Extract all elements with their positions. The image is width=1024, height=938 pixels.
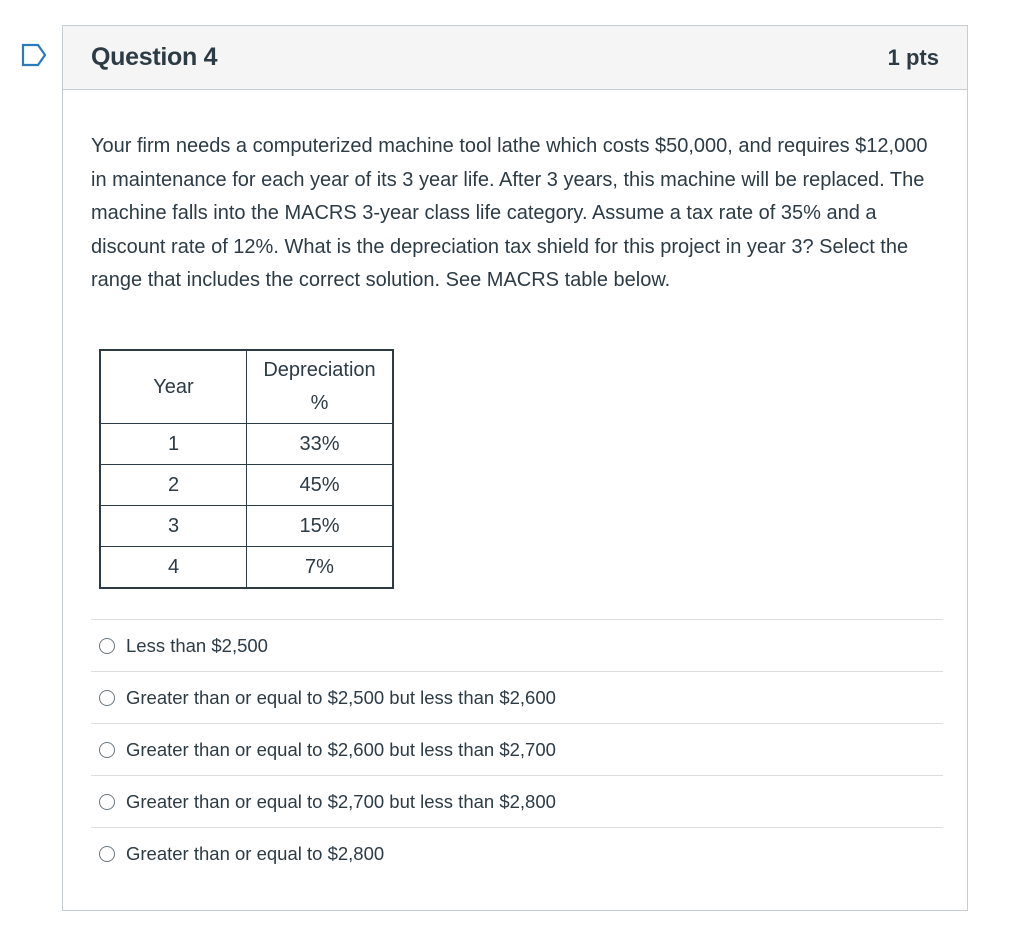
cell-year: 3 [100,506,247,547]
radio-unselected-icon[interactable] [99,742,115,758]
cell-year: 1 [100,424,247,465]
table-header-row [100,350,393,424]
question-title: Question 4 [91,43,218,71]
answer-label[interactable]: Greater than or equal to $2,500 but less than $2,600 [126,686,556,708]
header-depreciation-line1: Depreciation [263,359,376,381]
cell-depreciation: 33% [247,424,394,465]
table-row [100,506,393,547]
flag-question-icon[interactable] [21,43,47,67]
answer-label[interactable]: Greater than or equal to $2,600 but less than $2,700 [126,738,556,760]
answer-option-4[interactable] [91,776,943,828]
question-body [91,130,943,298]
header-depreciation [247,350,394,424]
question-card [62,25,968,911]
macrs-table [99,349,394,589]
answer-option-3[interactable] [91,724,943,776]
radio-unselected-icon[interactable] [99,846,115,862]
question-points: 1 pts [887,44,939,70]
radio-unselected-icon[interactable] [99,794,115,810]
radio-unselected-icon[interactable] [99,690,115,706]
cell-depreciation: 7% [247,547,394,589]
answer-list [91,619,943,880]
cell-depreciation: 15% [247,506,394,547]
answer-option-2[interactable] [91,672,943,724]
answer-option-5[interactable] [91,828,943,880]
cell-depreciation: 45% [247,465,394,506]
answer-option-1[interactable] [91,620,943,672]
question-text: Your firm needs a computerized machine tool lathe which costs $50,000, and requires $12,000 in maintenance for each year of its 3 year life. After 3 years, this machine will be replaced. The machine falls into the MACRS 3-year class life category. Assume a tax rate of 35% and a discount rate of 12%. What is the depreciation tax shield for this project in year 3? Select the range that includes the correct solution. See MACRS table below. [91,135,928,291]
answer-label[interactable]: Less than $2,500 [126,634,268,656]
table-row [100,547,393,589]
question-header [63,26,967,90]
table-row [100,424,393,465]
answer-label[interactable]: Greater than or equal to $2,700 but less than $2,800 [126,790,556,812]
cell-year: 4 [100,547,247,589]
header-depreciation-line2: % [310,392,329,414]
radio-unselected-icon[interactable] [99,638,115,654]
table-row [100,465,393,506]
header-year: Year [100,350,247,424]
cell-year: 2 [100,465,247,506]
answer-label[interactable]: Greater than or equal to $2,800 [126,843,385,864]
